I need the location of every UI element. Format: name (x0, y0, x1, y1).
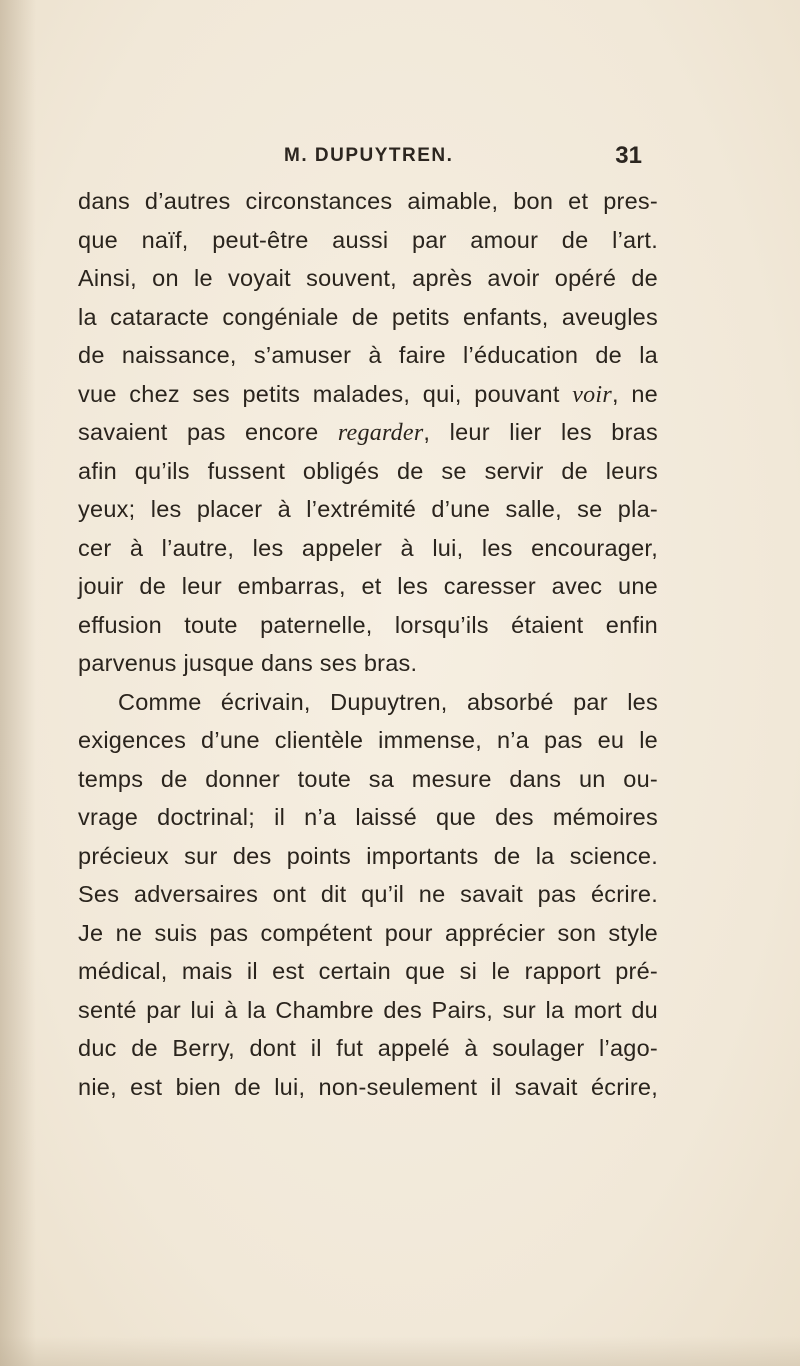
gutter-shadow (0, 0, 36, 1366)
text-line: Ses adversaires ont dit qu’il ne savait pas écrire. (78, 881, 658, 907)
text-line: temps de donner toute sa mesure dans un ou- (78, 765, 658, 792)
italic-word: voir (572, 381, 612, 408)
text-line: de naissance, s’amuser à faire l’éducation de la (78, 342, 658, 368)
text-line: jouir de leur embarras, et les caresser avec une (78, 573, 658, 599)
text-line: parvenus jusque dans ses bras. (78, 650, 418, 676)
text-line: afin qu’ils fussent obligés de se servir de leurs (78, 457, 658, 484)
italic-word: regarder (337, 420, 424, 446)
text-line: duc de Berry, dont il fut appelé à soulager l’ago- (78, 1035, 658, 1061)
text-line: Comme écrivain, Dupuytren, absorbé par les (118, 688, 658, 715)
page-number: 31 (615, 142, 642, 169)
page-header (284, 140, 654, 172)
text-line: la cataracte congéniale de petits enfants, aveugles (78, 303, 658, 330)
page-bottom-edge (0, 1336, 800, 1366)
text-line: précieux sur des points importants de la science. (78, 842, 658, 869)
text-segment: vue chez ses petits malades, qui, pouvant (78, 380, 573, 407)
text-line (78, 375, 658, 414)
text-line: que naïf, peut-être aussi par amour de l’art. (78, 226, 658, 253)
text-segment: , leur lier les bras (423, 419, 658, 445)
text-line: yeux; les placer à l’extrémité d’une salle, se pla- (78, 496, 658, 522)
text-line: effusion toute paternelle, lorsqu’ils étaient enfin (78, 611, 658, 638)
text-line: dans d’autres circonstances aimable, bon et pres- (78, 188, 658, 214)
running-head: M. DUPUYTREN. (284, 145, 454, 166)
text-line (78, 413, 658, 452)
text-line: cer à l’autre, les appeler à lui, les encourager, (78, 534, 658, 561)
text-segment: , ne (611, 380, 658, 407)
text-line: senté par lui à la Chambre des Pairs, sur la mort du (78, 996, 658, 1023)
text-line: nie, est bien de lui, non-seulement il savait écrire, (78, 1073, 658, 1100)
text-line: vrage doctrinal; il n’a laissé que des mémoires (78, 804, 658, 830)
body-text (78, 182, 658, 1106)
text-line: Je ne suis pas compétent pour apprécier son style (78, 919, 658, 946)
text-segment: savaient pas encore (78, 419, 338, 445)
text-line: exigences d’une clientèle immense, n’a pas eu le (78, 727, 658, 753)
text-line: Ainsi, on le voyait souvent, après avoir opéré de (78, 265, 658, 291)
text-line: médical, mais il est certain que si le rapport pré- (78, 958, 658, 984)
